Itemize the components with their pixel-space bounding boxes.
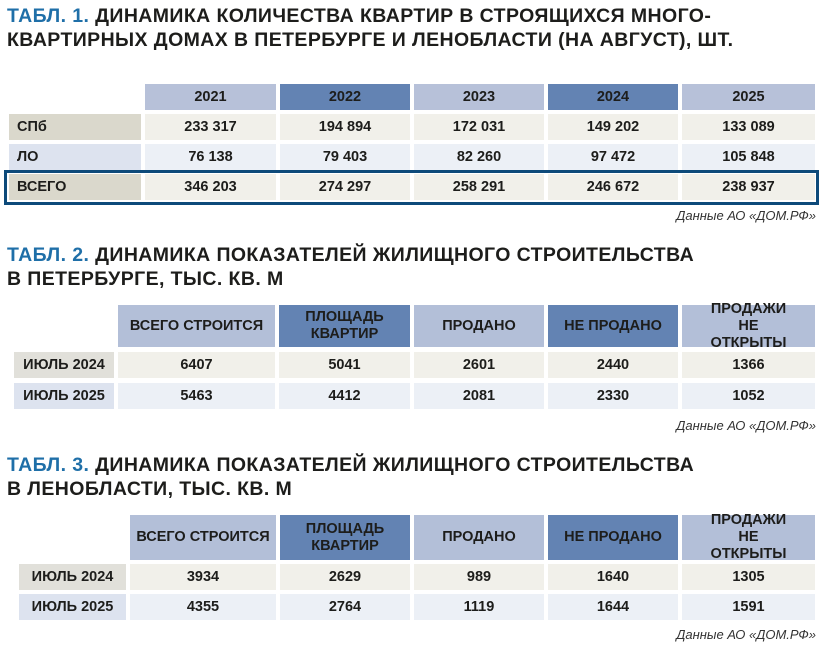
table2-title-number: ТАБЛ. 2. bbox=[7, 244, 90, 266]
table2-cell: 1366 bbox=[682, 352, 815, 378]
table2-cell: 6407 bbox=[118, 352, 275, 378]
table2-title-line2: В ПЕТЕРБУРГЕ, ТЫС. КВ. М bbox=[7, 268, 284, 290]
table1-cell: 82 260 bbox=[414, 144, 544, 170]
table3-header-sold: ПРОДАНО bbox=[414, 515, 544, 560]
table1-cell: 79 403 bbox=[280, 144, 410, 170]
table3-header-sales-not-opened: ПРОДАЖИ НЕ ОТКРЫТЫ bbox=[682, 515, 815, 560]
table2-cell: 5041 bbox=[279, 352, 410, 378]
table1-header-2023: 2023 bbox=[414, 84, 544, 110]
table2-header-total-building: ВСЕГО СТРОИТСЯ bbox=[118, 305, 275, 347]
table2-cell: 2440 bbox=[548, 352, 678, 378]
table2-cell: 5463 bbox=[118, 383, 275, 409]
table1-row-label-lo: ЛО bbox=[9, 144, 141, 170]
table3-row-label-july-2025: ИЮЛЬ 2025 bbox=[19, 594, 126, 620]
table2-header-sales-not-opened: ПРОДАЖИ НЕ ОТКРЫТЫ bbox=[682, 305, 815, 347]
table1-cell: 76 138 bbox=[145, 144, 276, 170]
table2-source: Данные АО «ДОМ.РФ» bbox=[676, 418, 816, 433]
table1-cell: 274 297 bbox=[280, 174, 410, 200]
table3-title-number: ТАБЛ. 3. bbox=[7, 454, 90, 476]
table1-cell: 194 894 bbox=[280, 114, 410, 140]
table1-cell: 233 317 bbox=[145, 114, 276, 140]
table1-title-line1: ДИНАМИКА КОЛИЧЕСТВА КВАРТИР В СТРОЯЩИХСЯ МНОГО- bbox=[95, 5, 712, 27]
table2-cell: 4412 bbox=[279, 383, 410, 409]
table3-cell: 989 bbox=[414, 564, 544, 590]
table1-header-2025: 2025 bbox=[682, 84, 815, 110]
table1-header-2022: 2022 bbox=[280, 84, 410, 110]
table1-title-line2: КВАРТИРНЫХ ДОМАХ В ПЕТЕРБУРГЕ И ЛЕНОБЛАСТИ (НА АВГУСТ), ШТ. bbox=[7, 29, 734, 51]
table3-title bbox=[7, 453, 694, 501]
table1-row-label-spb: СПб bbox=[9, 114, 141, 140]
table1-cell: 133 089 bbox=[682, 114, 815, 140]
table3-cell: 3934 bbox=[130, 564, 276, 590]
table1-cell: 149 202 bbox=[548, 114, 678, 140]
table2-row-label-july-2025: ИЮЛЬ 2025 bbox=[14, 383, 114, 409]
table3-title-line2: В ЛЕНОБЛАСТИ, ТЫС. КВ. М bbox=[7, 478, 293, 500]
table1-header-2021: 2021 bbox=[145, 84, 276, 110]
table1-cell: 246 672 bbox=[548, 174, 678, 200]
table3-title-line1: ДИНАМИКА ПОКАЗАТЕЛЕЙ ЖИЛИЩНОГО СТРОИТЕЛЬСТВА bbox=[95, 454, 695, 476]
table3-header-unsold: НЕ ПРОДАНО bbox=[548, 515, 678, 560]
table1-header-2024: 2024 bbox=[548, 84, 678, 110]
table2-header-unsold: НЕ ПРОДАНО bbox=[548, 305, 678, 347]
table1-source: Данные АО «ДОМ.РФ» bbox=[676, 208, 816, 223]
table3-cell: 2629 bbox=[280, 564, 410, 590]
table1-cell: 346 203 bbox=[145, 174, 276, 200]
table2-cell: 2330 bbox=[548, 383, 678, 409]
table1-cell: 97 472 bbox=[548, 144, 678, 170]
table1-title bbox=[7, 4, 734, 52]
table3-header-apartment-area: ПЛОЩАДЬ КВАРТИР bbox=[280, 515, 410, 560]
table2-cell: 1052 bbox=[682, 383, 815, 409]
table3-cell: 1640 bbox=[548, 564, 678, 590]
table3-source: Данные АО «ДОМ.РФ» bbox=[676, 627, 816, 642]
table2-cell: 2601 bbox=[414, 352, 544, 378]
table3-cell: 4355 bbox=[130, 594, 276, 620]
table1-row-label-total: ВСЕГО bbox=[9, 174, 141, 200]
table1-cell: 105 848 bbox=[682, 144, 815, 170]
table3-cell: 1119 bbox=[414, 594, 544, 620]
table1-cell: 238 937 bbox=[682, 174, 815, 200]
table2-header-sold: ПРОДАНО bbox=[414, 305, 544, 347]
table3-cell: 1591 bbox=[682, 594, 815, 620]
table2-title-line1: ДИНАМИКА ПОКАЗАТЕЛЕЙ ЖИЛИЩНОГО СТРОИТЕЛЬСТВА bbox=[95, 244, 695, 266]
table2-row-label-july-2024: ИЮЛЬ 2024 bbox=[14, 352, 114, 378]
table3-cell: 1305 bbox=[682, 564, 815, 590]
table3-cell: 2764 bbox=[280, 594, 410, 620]
table2-title bbox=[7, 243, 694, 291]
table2-header-apartment-area: ПЛОЩАДЬ КВАРТИР bbox=[279, 305, 410, 347]
table1-cell: 258 291 bbox=[414, 174, 544, 200]
table3-cell: 1644 bbox=[548, 594, 678, 620]
table1-cell: 172 031 bbox=[414, 114, 544, 140]
table2-cell: 2081 bbox=[414, 383, 544, 409]
table3-header-total-building: ВСЕГО СТРОИТСЯ bbox=[130, 515, 276, 560]
table3-row-label-july-2024: ИЮЛЬ 2024 bbox=[19, 564, 126, 590]
table1-title-number: ТАБЛ. 1. bbox=[7, 5, 90, 27]
